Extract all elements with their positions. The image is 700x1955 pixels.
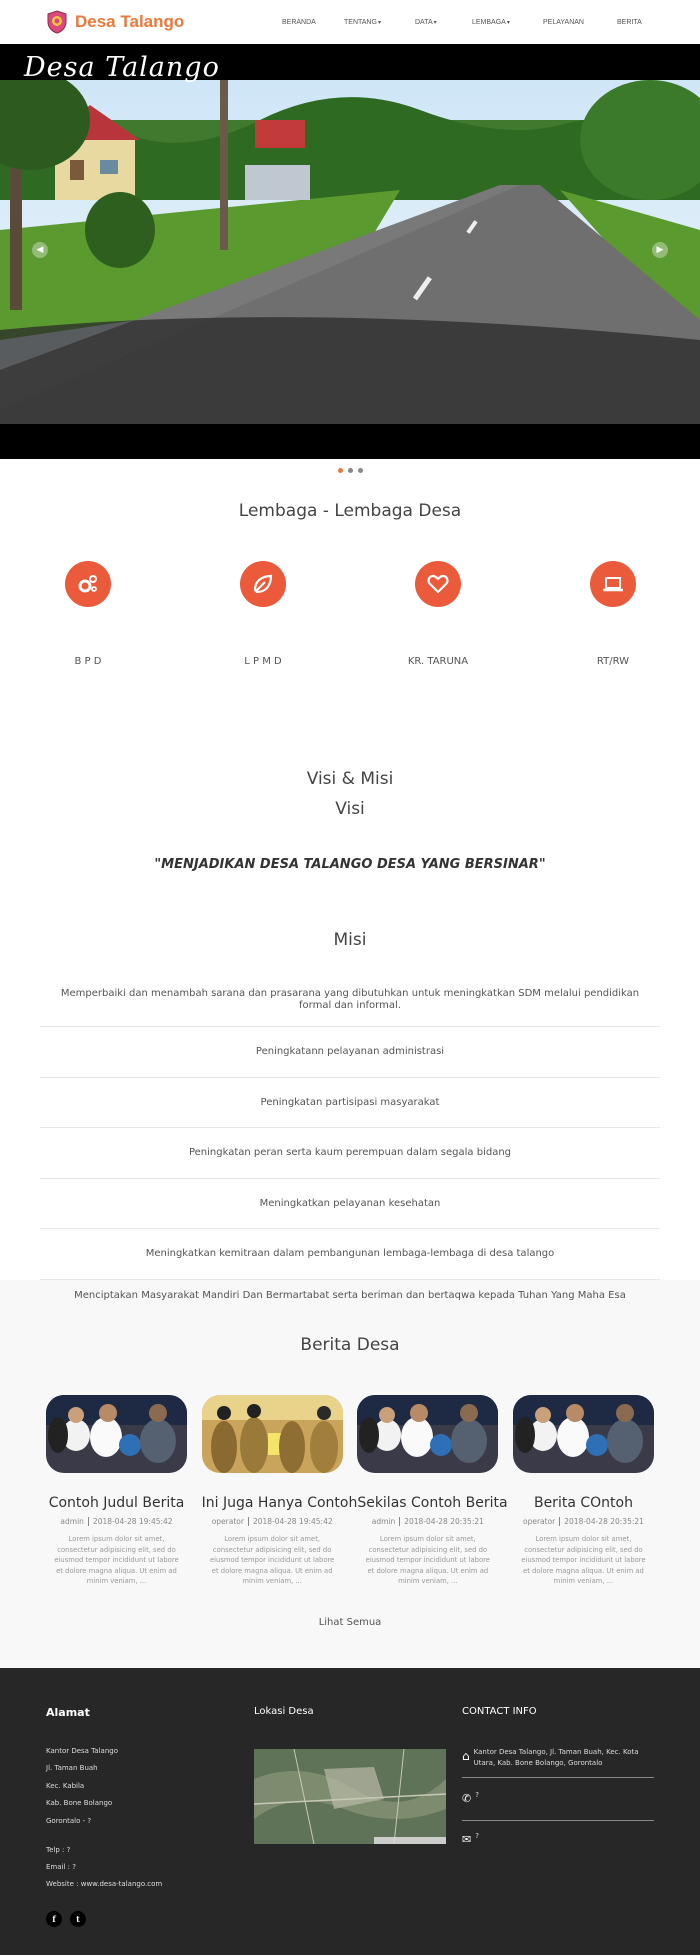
contact-address: ⌂ Kantor Desa Talango, Jl. Taman Buah, Kec. Kota Utara, Kab. Bone Bolango, Gorontalo xyxy=(462,1747,639,1767)
carousel-dot-1[interactable] xyxy=(338,468,343,473)
lembaga-item-kr-taruna[interactable] xyxy=(378,561,498,667)
news-card-meta xyxy=(202,1517,343,1526)
news-card-excerpt: Lorem ipsum dolor sit amet, consectetur adipisicing elit, sed do eiusmod tempor incididunt ut labore et dolore magna aliqua. Ut enim ad minim veniam, ... xyxy=(365,1535,490,1586)
news-card-date: 2018-04-28 20:35:21 xyxy=(564,1517,644,1526)
berita-title: Berita Desa xyxy=(300,1335,400,1355)
chevron-right-icon: ▶ xyxy=(656,245,664,255)
gears-icon xyxy=(76,572,100,596)
envelope-icon: ✉ xyxy=(462,1832,472,1846)
footer-location-title: Lokasi Desa xyxy=(254,1705,314,1717)
navbar xyxy=(0,0,700,44)
footer-contact-title: CONTACT INFO xyxy=(462,1705,537,1717)
news-card-title[interactable]: Contoh Judul Berita xyxy=(48,1495,185,1511)
news-card-excerpt: Lorem ipsum dolor sit amet, consectetur adipisicing elit, sed do eiusmod tempor incididunt ut labore et dolore magna aliqua. Ut enim ad minim veniam, ... xyxy=(521,1535,646,1586)
lembaga-label: RT/RW xyxy=(596,656,630,667)
twitter-icon[interactable]: t xyxy=(70,1911,86,1927)
leaf-icon xyxy=(251,572,275,596)
location-map[interactable] xyxy=(254,1749,446,1844)
caret-down-icon: ▾ xyxy=(377,19,381,26)
main-nav xyxy=(282,0,657,44)
footer-address-column xyxy=(46,1706,226,1928)
visi-misi-title: Visi & Misi xyxy=(306,769,394,789)
misi-title: Misi xyxy=(333,930,367,950)
contact-phone: ✆ ? xyxy=(462,1790,662,1808)
misi-item: Peningkatann pelayanan administrasi xyxy=(40,1027,660,1078)
misi-item: Peningkatan peran serta kaum perempuan dalam segala bidang xyxy=(40,1128,660,1179)
visi-text: "MENJADIKAN DESA TALANGO DESA YANG BERSINAR" xyxy=(154,857,546,872)
news-card-title[interactable]: Ini Juga Hanya Contoh xyxy=(201,1495,358,1511)
carousel-prev-button[interactable] xyxy=(32,242,48,258)
visi-title: Visi xyxy=(335,799,365,819)
lembaga-item-lpmd[interactable] xyxy=(203,561,323,667)
nav-beranda[interactable]: BERANDA xyxy=(282,18,316,26)
misi-list xyxy=(40,974,660,1280)
lembaga-label: KR. TARUNA xyxy=(407,656,469,667)
news-card-date: 2018-04-28 19:45:42 xyxy=(92,1517,173,1526)
footer-address-line: Kab. Bone Bolango xyxy=(46,1799,113,1808)
news-card[interactable] xyxy=(46,1395,187,1587)
home-icon: ⌂ xyxy=(462,1748,470,1763)
carousel-next-button[interactable] xyxy=(652,242,668,258)
lembaga-grid xyxy=(0,561,700,771)
footer-telp: Telp : ? xyxy=(46,1846,71,1855)
footer xyxy=(0,1668,700,1955)
footer-address-line: Gorontalo - ? xyxy=(46,1816,92,1825)
phone-icon: ✆ xyxy=(462,1792,472,1806)
lembaga-icon-circle xyxy=(65,561,111,607)
brand[interactable] xyxy=(46,10,184,34)
berita-grid xyxy=(0,1395,700,1587)
see-all-link[interactable]: Lihat Semua xyxy=(318,1616,382,1628)
footer-address-line: Jl. Taman Buah xyxy=(46,1764,98,1773)
misi-item: Meningkatkan kemitraan dalam pembangunan lembaga-lembaga di desa talango xyxy=(40,1229,660,1280)
misi-item: Peningkatan partisipasi masyarakat xyxy=(40,1078,660,1128)
news-card-meta xyxy=(357,1517,498,1526)
contact-email: ✉ ? xyxy=(462,1831,662,1849)
news-card-date: 2018-04-28 19:45:42 xyxy=(252,1517,333,1526)
nav-data[interactable]: DATA ▾ xyxy=(415,18,437,26)
nav-pelayanan[interactable]: PELAYANAN xyxy=(543,18,584,26)
caret-down-icon: ▾ xyxy=(506,19,510,26)
footer-address-line: Kec. Kabila xyxy=(46,1781,85,1790)
news-card-author: operator xyxy=(211,1517,244,1526)
lembaga-item-rt-rw[interactable] xyxy=(553,561,673,667)
carousel-indicators xyxy=(0,468,700,473)
news-card[interactable] xyxy=(513,1395,654,1587)
lembaga-icon-circle xyxy=(415,561,461,607)
lembaga-label: B P D xyxy=(74,656,102,667)
nav-lembaga[interactable]: LEMBAGA ▾ xyxy=(472,18,510,26)
news-card-author: admin xyxy=(60,1517,84,1526)
lembaga-icon-circle xyxy=(590,561,636,607)
visi-misi-section xyxy=(0,749,700,1280)
caret-down-icon: ▾ xyxy=(433,19,437,26)
lembaga-icon-circle xyxy=(240,561,286,607)
divider xyxy=(462,1820,654,1821)
nav-tentang[interactable]: TENTANG ▾ xyxy=(344,18,381,26)
facebook-icon[interactable]: f xyxy=(46,1911,62,1927)
laptop-icon xyxy=(601,572,625,596)
news-card[interactable] xyxy=(357,1395,508,1587)
village-crest-icon xyxy=(46,10,68,34)
footer-contact-column xyxy=(462,1706,662,1849)
berita-lead: Menciptakan Masyarakat Mandiri Dan Bermartabat serta beriman dan bertaqwa kepada Tuhan Yang Maha Esa xyxy=(74,1290,626,1301)
footer-website[interactable]: Website : www.desa-talango.com xyxy=(46,1880,163,1889)
news-card-author: operator xyxy=(523,1517,556,1526)
lembaga-title: Lembaga - Lembaga Desa xyxy=(238,501,462,521)
news-card-image[interactable] xyxy=(513,1395,654,1473)
hero-title: Desa Talango xyxy=(24,52,220,83)
news-card[interactable] xyxy=(201,1395,358,1587)
chevron-left-icon: ◀ xyxy=(36,245,44,255)
footer-address-line: Kantor Desa Talango xyxy=(46,1746,118,1755)
lembaga-label: L P M D xyxy=(244,656,282,667)
berita-section xyxy=(0,1280,700,1668)
news-card-excerpt: Lorem ipsum dolor sit amet, consectetur adipisicing elit, sed do eiusmod tempor incididunt ut labore et dolore magna aliqua. Ut enim ad minim veniam, ... xyxy=(209,1535,335,1586)
news-card-author: admin xyxy=(371,1517,396,1526)
news-card-image[interactable] xyxy=(202,1395,343,1473)
hero-image xyxy=(0,80,700,424)
divider xyxy=(462,1777,654,1778)
social-links xyxy=(46,1911,226,1927)
news-card-image[interactable] xyxy=(357,1395,498,1473)
news-card-date: 2018-04-28 20:35:21 xyxy=(404,1517,484,1526)
carousel-dot-3[interactable] xyxy=(358,468,363,473)
nav-berita[interactable]: BERITA xyxy=(617,18,642,26)
news-card-image[interactable] xyxy=(46,1395,187,1473)
footer-address-title: Alamat xyxy=(46,1705,90,1719)
misi-item: Memperbaiki dan menambah sarana dan prasarana yang dibutuhkan untuk meningkatkan SDM melalui pendidikan formal dan informal. xyxy=(40,974,660,1027)
carousel-dot-2[interactable] xyxy=(348,468,353,473)
hero-carousel xyxy=(0,44,700,459)
news-card-meta xyxy=(513,1517,654,1526)
footer-location-column xyxy=(254,1706,446,1844)
news-card-title[interactable]: Sekilas Contoh Berita xyxy=(357,1495,508,1511)
news-card-excerpt: Lorem ipsum dolor sit amet, consectetur adipisicing elit, sed do eiusmod tempor incididunt ut labore et dolore magna aliqua. Ut enim ad minim veniam, ... xyxy=(54,1535,179,1586)
lembaga-item-bpd[interactable] xyxy=(28,561,148,667)
news-card-title[interactable]: Berita COntoh xyxy=(533,1495,633,1511)
news-card-meta xyxy=(46,1517,187,1526)
footer-email: Email : ? xyxy=(46,1863,76,1872)
heart-icon xyxy=(426,572,450,596)
misi-item: Meningkatkan pelayanan kesehatan xyxy=(40,1179,660,1229)
lembaga-section xyxy=(0,459,700,749)
brand-name: Desa Talango xyxy=(75,12,185,31)
